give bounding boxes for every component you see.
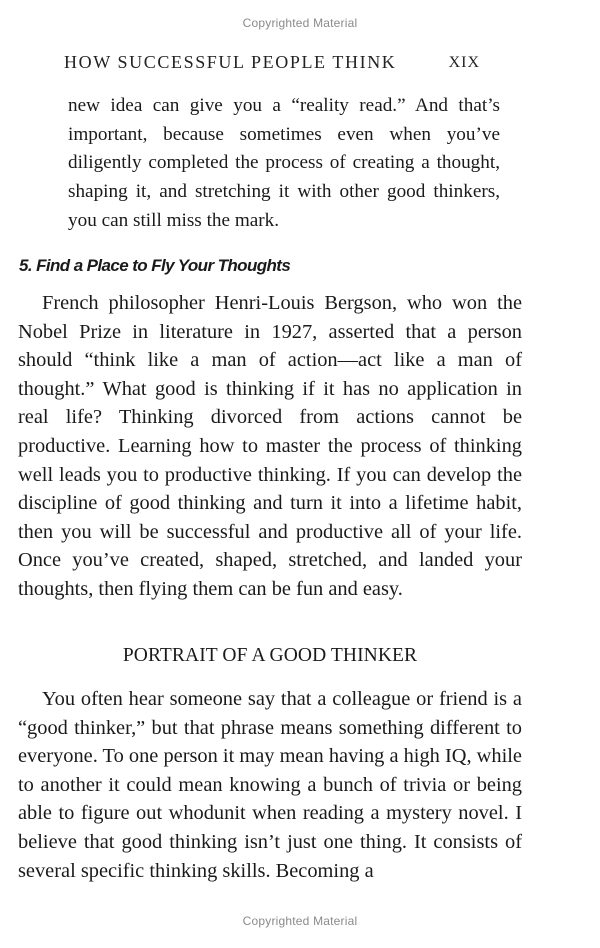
copyright-watermark-bottom: Copyrighted Material [242, 914, 358, 928]
section-subhead: 5. Find a Place to Fly Your Thoughts [19, 256, 291, 275]
body-paragraph-good-thinker: You often hear someone say that a colleague or friend is a “good thinker,” but that phrase means something different to everyone. To one person it may mean having a high IQ, while to another it could mean knowing a bunch of trivia or being able to figure out whodunit when reading a mystery novel. I believe that good thinking isn’t just one thing. It consists of several specific thinking skills. Becoming a [18, 688, 522, 882]
copyright-watermark-top: Copyrighted Material [242, 16, 358, 30]
section-title: PORTRAIT OF A GOOD THINKER [122, 645, 418, 666]
running-head-title: HOW SUCCESSFUL PEOPLE THINK [64, 52, 397, 72]
continued-paragraph: new idea can give you a “reality read.” And that’s important, because sometimes even when you’ve diligently completed the process of creating a thought, shaping it, and stretching it with other good thinkers, you can still miss the mark. [68, 95, 500, 231]
page-number: XIX [448, 54, 480, 71]
body-paragraph-bergson: French philosopher Henri-Louis Bergson, who won the Nobel Prize in literature in 1927, asserted that a person should “think like a man of action—act like a man of thought.” What good is thinking if it has no application in real life? Thinking divorced from actions cannot be productive. Learning how to master the process of thinking well leads you to productive thinking. If you can develop the discipline of good thinking and turn it into a lifetime habit, then you will be successful and productive all of your life. Once you’ve created, shaped, stretched, and landed your thoughts, then flying them can be fun and easy. [18, 292, 522, 600]
running-head [64, 52, 480, 73]
